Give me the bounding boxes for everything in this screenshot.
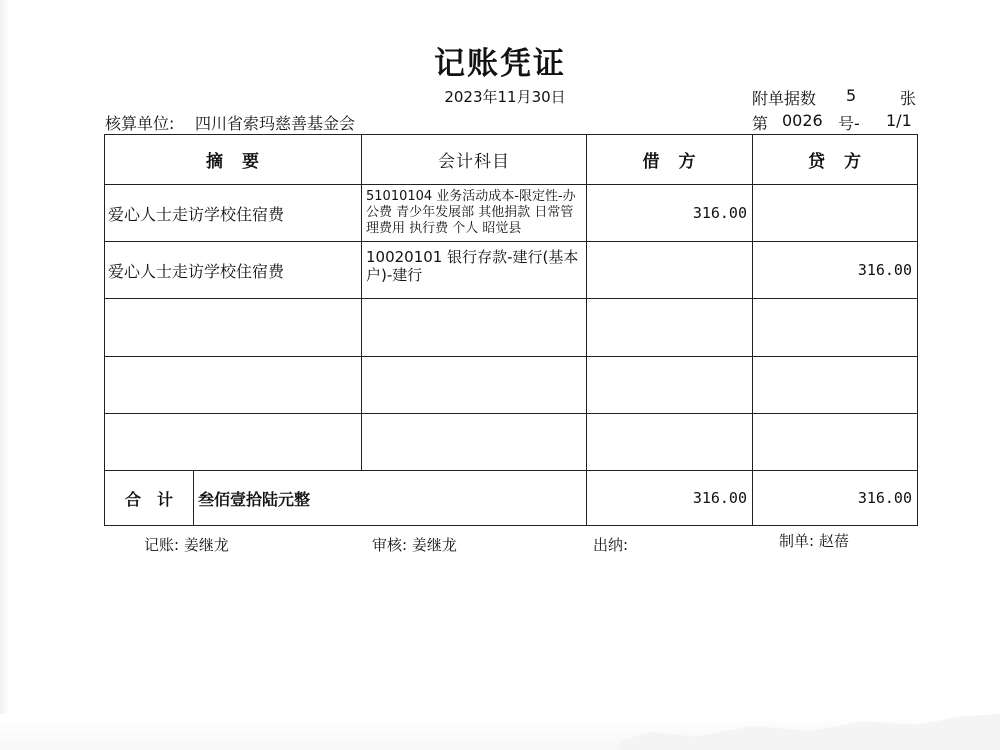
accounting-unit-name: 四川省索玛慈善基金会 — [195, 114, 356, 133]
voucher-number — [752, 111, 912, 134]
header-summary: 摘 要 — [206, 152, 260, 172]
attachment-count — [752, 86, 916, 109]
row-2-credit: 316.00 — [857, 261, 912, 279]
voucher-prefix: 第 — [752, 114, 769, 133]
total-amount-in-words: 叁佰壹拾陆元整 — [198, 489, 311, 509]
voucher-table — [104, 134, 918, 526]
voucher-date: 2023年11月30日 — [444, 88, 566, 106]
row-1-credit — [753, 185, 917, 241]
row-1-account: 51010104 业务活动成本-限定性-办公费 青少年发展部 其他捐款 日常管理费用 执行费 个人 昭觉县 — [366, 189, 576, 236]
accounting-unit-label: 核算单位: — [105, 114, 175, 133]
voucher-page: 1/1 — [886, 111, 912, 130]
reviewer-signature: 审核: 姜继龙 — [372, 536, 457, 554]
row-1-debit: 316.00 — [692, 204, 747, 222]
voucher-title: 记账凭证 — [434, 46, 566, 82]
total-debit: 316.00 — [692, 489, 747, 507]
scan-edge-left — [0, 0, 10, 750]
grid-line — [193, 470, 194, 525]
header-credit: 贷 方 — [808, 152, 862, 172]
voucher-no: 0026 — [782, 111, 823, 130]
row-2-account: 10020101 银行存款-建行(基本户)-建行 — [366, 248, 579, 284]
cashier-signature: 出纳: — [593, 536, 629, 554]
grid-line — [105, 413, 917, 414]
bookkeeper-signature: 记账: 姜继龙 — [144, 536, 229, 554]
row-1-summary: 爱心人士走访学校住宿费 — [108, 204, 285, 224]
row-2-summary: 爱心人士走访学校住宿费 — [108, 261, 285, 281]
attachment-label: 附单据数 — [752, 89, 817, 108]
grid-line — [105, 356, 917, 357]
row-2-debit — [587, 242, 752, 298]
attachment-unit: 张 — [900, 89, 917, 108]
header-debit: 借 方 — [642, 152, 697, 172]
accounting-unit — [105, 111, 355, 134]
total-label: 合 计 — [124, 489, 173, 509]
preparer-signature: 制单: 赵蓓 — [779, 532, 849, 550]
header-account: 会计科目 — [438, 152, 510, 172]
total-credit: 316.00 — [857, 489, 912, 507]
voucher-suffix: 号- — [838, 114, 860, 133]
grid-line — [105, 298, 917, 299]
attachment-number: 5 — [846, 86, 857, 105]
